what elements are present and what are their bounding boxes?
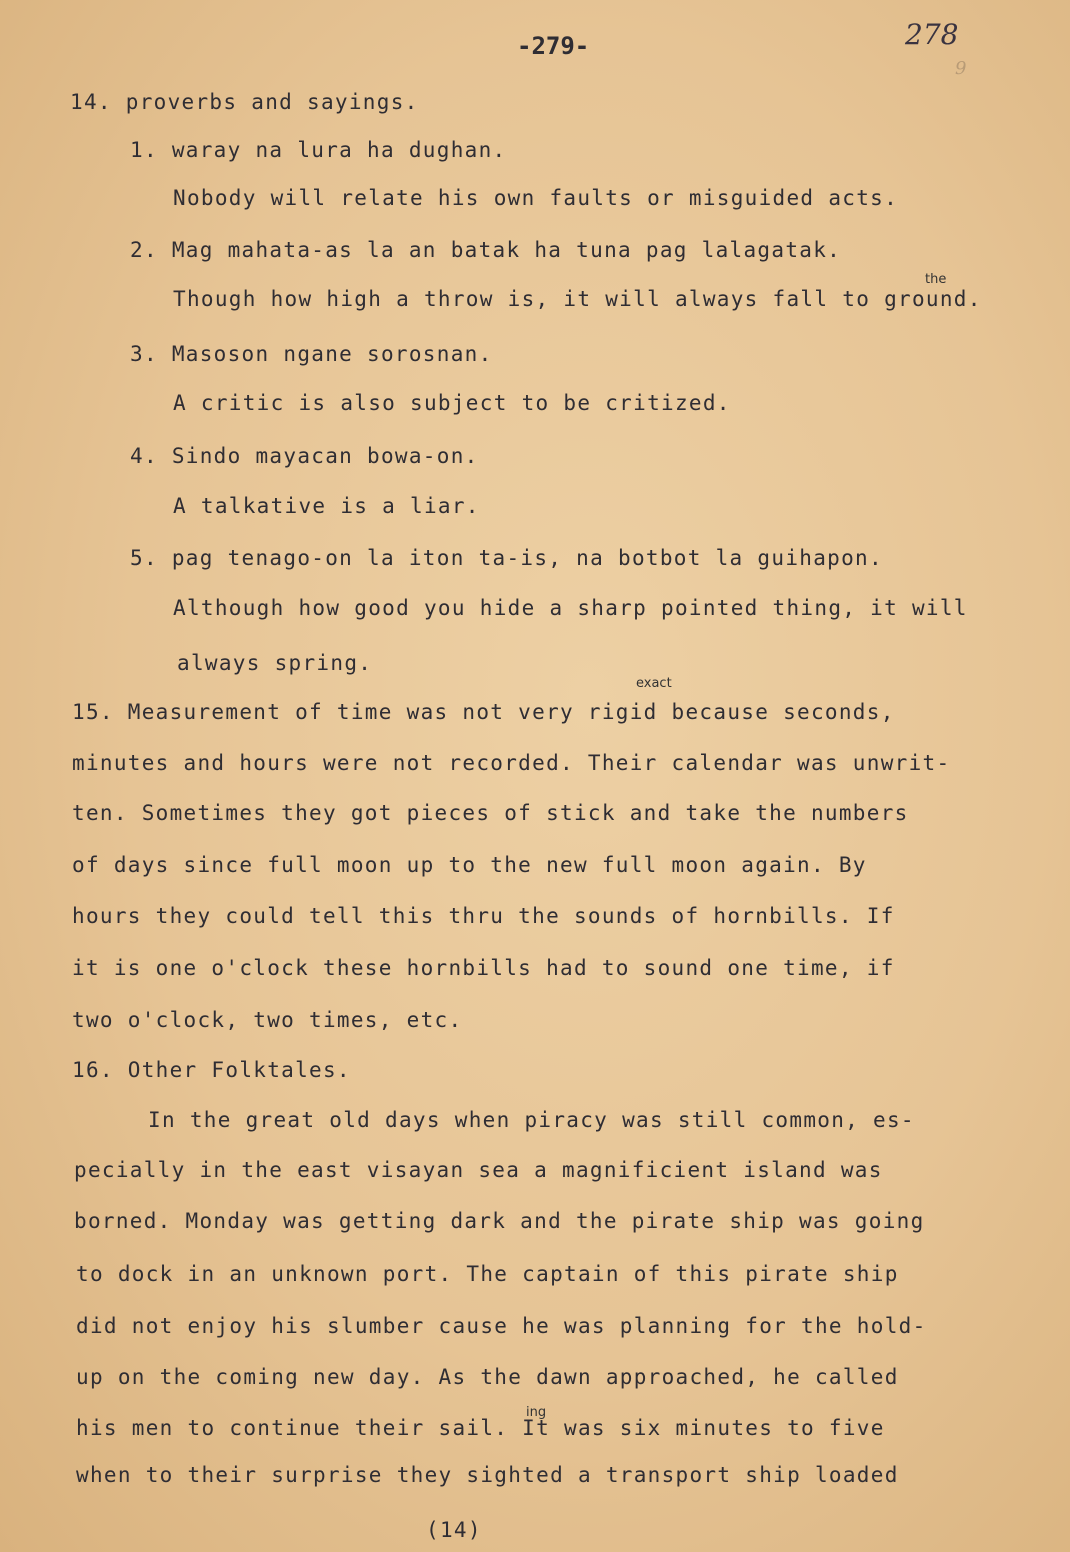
folktale-line-3: borned. Monday was getting dark and the pirate ship was going [74, 1209, 925, 1233]
folktale-line-2: pecially in the east visayan sea a magnificient island was [74, 1158, 883, 1182]
folktale-line-6: up on the coming new day. As the dawn approached, he called [76, 1365, 899, 1389]
section-heading-14: 14. proverbs and sayings. [70, 90, 419, 114]
section-heading-16: 16. Other Folktales. [72, 1058, 351, 1082]
proverb-1-translation: Nobody will relate his own faults or misguided acts. [173, 186, 899, 210]
footer-page-number: (14) [426, 1518, 482, 1542]
insertion-ing: ing [526, 1405, 547, 1420]
section-15-line-4: of days since full moon up to the new full moon again. By [72, 853, 867, 877]
folktale-line-7: his men to continue their sail. It was six minutes to five [76, 1416, 885, 1440]
proverb-3: 3. Masoson ngane sorosnan. [130, 342, 493, 366]
proverb-5-translation-cont: always spring. [177, 651, 373, 675]
proverb-1: 1. waray na lura ha dughan. [130, 138, 507, 162]
section-15-line-6: it is one o'clock these hornbills had to sound one time, if [72, 956, 895, 980]
section-15-line-5: hours they could tell this thru the sounds of hornbills. If [72, 904, 895, 928]
insertion-the: the [925, 272, 947, 287]
folktale-line-4: to dock in an unknown port. The captain of this pirate ship [76, 1262, 899, 1286]
handwritten-mark: 9 [955, 58, 967, 79]
insertion-exact: exact [636, 676, 672, 691]
section-15-line-7: two o'clock, two times, etc. [72, 1008, 463, 1032]
section-15-line-2: minutes and hours were not recorded. Their calendar was unwrit- [72, 751, 951, 775]
proverb-5-translation: Although how good you hide a sharp pointed thing, it will [173, 596, 968, 620]
handwritten-page-number: 278 [905, 18, 959, 51]
proverb-3-translation: A critic is also subject to be critized. [173, 391, 731, 415]
proverb-4: 4. Sindo mayacan bowa-on. [130, 444, 479, 468]
proverb-2-translation: Though how high a throw is, it will always fall to ground. [173, 287, 982, 311]
proverb-5: 5. pag tenago-on la iton ta-is, na botbot la guihapon. [130, 546, 883, 570]
proverb-4-translation: A talkative is a liar. [173, 494, 480, 518]
page-number: -279- [517, 32, 590, 60]
section-15-line-1: 15. Measurement of time was not very rigid because seconds, [72, 700, 895, 724]
folktale-line-5: did not enjoy his slumber cause he was planning for the hold- [76, 1314, 927, 1338]
folktale-line-1: In the great old days when piracy was still common, es- [148, 1108, 915, 1132]
proverb-2: 2. Mag mahata-as la an batak ha tuna pag lalagatak. [130, 238, 842, 262]
folktale-line-8: when to their surprise they sighted a transport ship loaded [76, 1463, 899, 1487]
section-15-line-3: ten. Sometimes they got pieces of stick and take the numbers [72, 801, 909, 825]
